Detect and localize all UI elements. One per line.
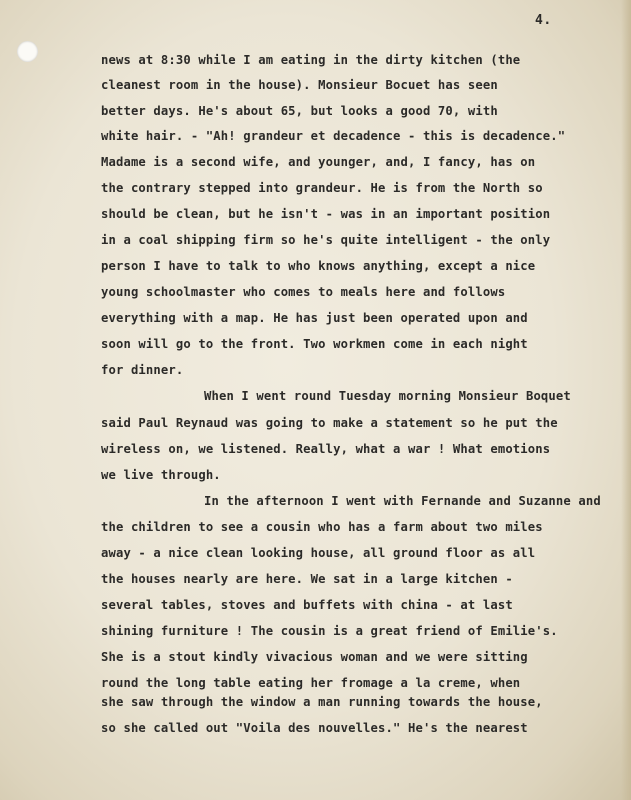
text-line: young schoolmaster who comes to meals here and follows: [101, 285, 506, 299]
text-line: wireless on, we listened. Really, what a war ! What emotions: [101, 442, 551, 456]
text-line: news at 8:30 while I am eating in the dirty kitchen (the: [101, 53, 521, 67]
text-line: shining furniture ! The cousin is a great friend of Emilie's.: [101, 624, 558, 638]
text-line: several tables, stoves and buffets with china - at last: [101, 598, 513, 612]
text-line: we live through.: [101, 468, 221, 482]
text-line: She is a stout kindly vivacious woman and we were sitting: [101, 650, 528, 664]
text-line: white hair. - "Ah! grandeur et decadence - this is decadence.": [101, 129, 566, 143]
text-line: she saw through the window a man running towards the house,: [101, 695, 543, 709]
text-line: the children to see a cousin who has a farm about two miles: [101, 520, 543, 534]
text-line: the houses nearly are here. We sat in a large kitchen -: [101, 572, 513, 586]
text-line: away - a nice clean looking house, all ground floor as all: [101, 546, 536, 560]
text-line: person I have to talk to who knows anything, except a nice: [101, 259, 536, 273]
page-number: 4.: [535, 13, 552, 28]
text-line: round the long table eating her fromage a la creme, when: [101, 676, 521, 690]
text-line: so she called out "Voila des nouvelles." He's the nearest: [101, 721, 528, 735]
text-line: better days. He's about 65, but looks a good 70, with: [101, 104, 498, 118]
text-line: When I went round Tuesday morning Monsieur Boquet: [204, 389, 571, 403]
text-line: said Paul Reynaud was going to make a statement so he put the: [101, 416, 558, 430]
punch-hole: [17, 41, 38, 62]
text-line: Madame is a second wife, and younger, and, I fancy, has on: [101, 155, 536, 169]
text-line: in a coal shipping firm so he's quite intelligent - the only: [101, 233, 551, 247]
text-line: cleanest room in the house). Monsieur Bocuet has seen: [101, 78, 498, 92]
paper-edge: [621, 0, 631, 800]
text-line: for dinner.: [101, 363, 184, 377]
text-line: everything with a map. He has just been operated upon and: [101, 311, 528, 325]
text-line: should be clean, but he isn't - was in an important position: [101, 207, 551, 221]
text-line: soon will go to the front. Two workmen come in each night: [101, 337, 528, 351]
text-line: the contrary stepped into grandeur. He is from the North so: [101, 181, 543, 195]
text-line: In the afternoon I went with Fernande and Suzanne and: [204, 494, 601, 508]
